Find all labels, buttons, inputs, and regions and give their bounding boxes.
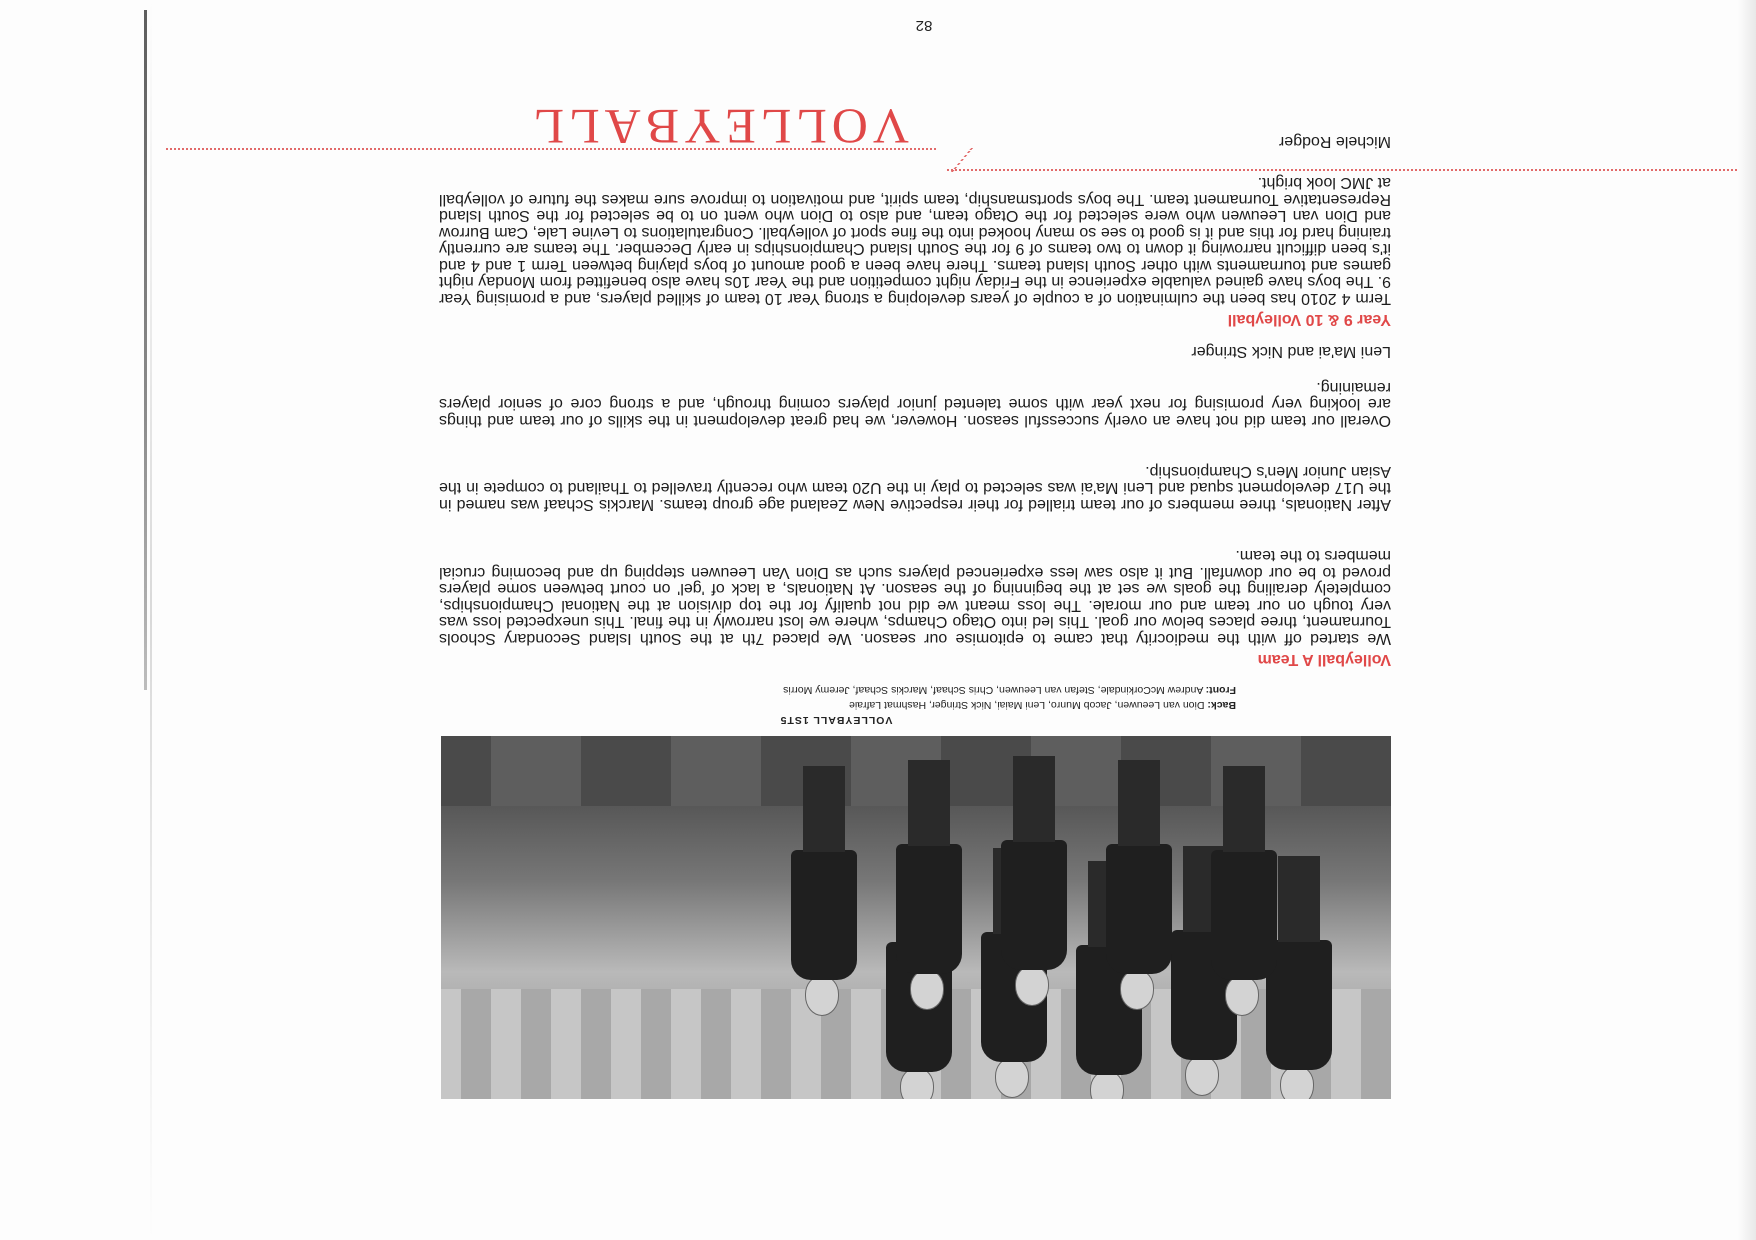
caption-back-label: Back: xyxy=(1207,699,1236,711)
caption-back-names: Dion van Leeuwen, Jacob Munro, Leni Maiai, Nick Stringer, Hashmat Lafraie xyxy=(849,699,1205,711)
article-b-author: Michele Rodger xyxy=(1278,133,1391,150)
article-a-paragraph-2: After Nationals, three members of our team trialled for their respective New Zealand age group teams. Marckis Schaaf was named in the U17 development squad and Leni Ma'ai was selected to play in the U20 team who recently travelled to Thailand to compete in the Asian Junior Men's Championship. xyxy=(439,463,1391,513)
team-member-figure xyxy=(787,766,861,1016)
page-number: 82 xyxy=(915,17,933,34)
caption-front-row xyxy=(436,682,1236,697)
caption-front-names: Andrew McCorkindale, Stefan van Leeuwen, Chris Schaaf, Marckis Schaaf, Jeremy Morris xyxy=(783,684,1204,696)
article-b-heading: Year 9 & 10 Volleyball xyxy=(1227,311,1391,328)
section-title: VOLLEYBALL xyxy=(528,99,909,155)
caption-back-row xyxy=(436,697,1236,712)
dotted-rule-left xyxy=(947,169,1737,171)
article-a-heading: Volleyball A Team xyxy=(1257,651,1391,668)
team-photo xyxy=(441,736,1391,1099)
article-a-authors: Leni Ma'ai and Nick Stringer xyxy=(1191,343,1391,360)
caption-front-label: Front: xyxy=(1205,684,1236,696)
article-b-paragraph: Term 4 2010 has been the culmination of a couple of years developing a strong Year 10 team of skilled players, and a promising Year 9. The boys have gained valuable experience in the Friday night competition and the Year 10s have also benefitted from Monday night games and tournaments with other South Island teams. There have been a good amount of boys playing between Term 1 and 4 and it's been difficult narrowing it down to two teams of 9 for the South Island Championships in early December. The teams are currently training hard for this and it is good to see so many hooked into the fine sport of volleyball. Congratulations to Levine Lale, Cam Burrow and Dion van Leeuwen who were selected for the Otago team, and also to Dion who went on to be selected for the South Island Representative Tournament team. The boys sportsmanship, team spirit, and motivation to improve sure makes the future of volleyball at JMC look bright. xyxy=(439,174,1391,307)
team-member-figure xyxy=(1207,766,1281,1016)
team-member-figure xyxy=(892,760,966,1010)
team-member-figure xyxy=(997,756,1071,1006)
article-a-paragraph-1: We started off with the mediocrity that came to epitomise our season. We placed 7th at the South Island Secondary Schools Tournament, three places below our goal. This led into Otago Champs, where we lost narrowly in the final. This unexpected loss was very tough on our team and our morale. The loss meant we did not qualify for the top division at the National Championships, completely derailing the goals we set at the beginning of the season. At Nationals, a lack of 'gel' on court between some players proved to be our downfall. But it also saw less experienced players such as Dion Van Leeuwen stepping up and becoming crucial members to the team. xyxy=(439,547,1391,647)
photo-caption xyxy=(436,682,1236,727)
article-a-paragraph-3: Overall our team did not have an overly successful season. However, we had great development in the skills of our team and things are looking very promising for next year with some talented junior players coming through, and a strong core of senior players remaining. xyxy=(439,379,1391,429)
caption-title: VOLLEYBALL 1ST5 xyxy=(779,714,893,726)
team-member-figure xyxy=(1102,760,1176,1010)
